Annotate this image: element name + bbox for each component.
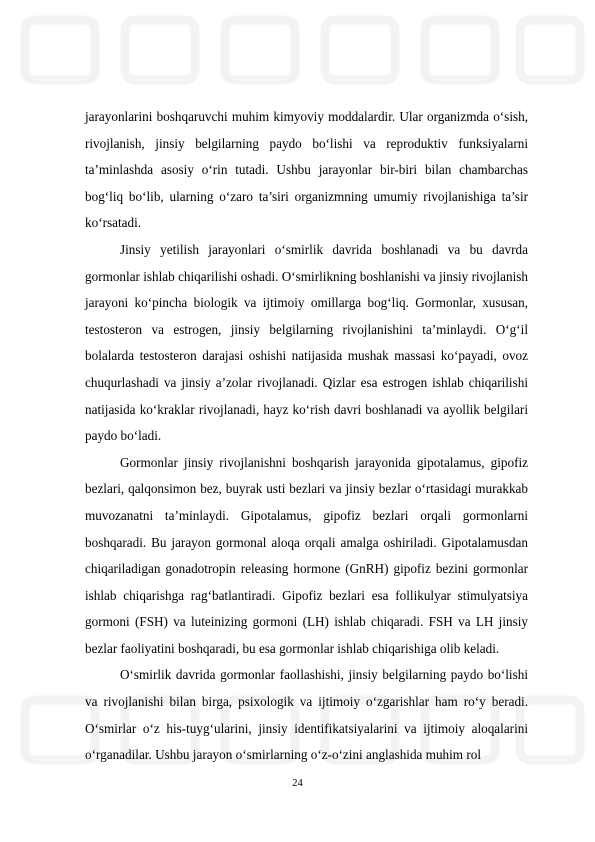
paragraph-3: Gormonlar jinsiy rivojlanishni boshqarish jarayonida gipotalamus, gipofiz bezlari, qalqonsimon bez, buyrak usti bezlari va jinsiy bezlar o‘rtasidagi murakkab muvozanatni ta’minlaydi. Gipotalamus, gipofiz bezlari orqali gormonlarni boshqaradi. Bu jarayon gormonal aloqa orqali amalga oshiriladi. Gipotalamusdan chiqariladigan gonadotropin releasing hormone (GnRH) gipofiz bezini gormonlar ishlab chiqarishga rag‘batlantiradi. Gipofiz bezlari esa follikulyar stimulyatsiya gormoni (FSH) va luteinizing gormoni (LH) ishlab chiqaradi. FSH va LH jinsiy bezlar faoliyatini boshqaradi, bu esa gormonlar ishlab chiqarishiga olib keladi.: [85, 454, 528, 656]
paragraph-1: jarayonlarini boshqaruvchi muhim kimyoviy moddalardir. Ular organizmda o‘sish, rivojlanish, jinsiy belgilarning paydo bo‘lishi va reproduktiv funksiyalarni ta’minlashda asosiy o‘rin tutadi. Ushbu jarayonlar bir-biri bilan chambarchas bog‘liq bo‘lib, ularning o‘zaro ta’siri organizmning umumiy rivojlanishiga ta’sir ko‘rsatadi.: [85, 109, 528, 231]
paragraph-4: O‘smirlik davrida gormonlar faollashishi, jinsiy belgilarning paydo bo‘lishi va rivojlanishi bilan birga, psixologik va ijtimoiy o‘zgarishlar ham ro‘y beradi. O‘smirlar o‘z his-tuyg‘ularini, jinsiy identifikatsiyalarini va ijtimoiy aloqalarini o‘rganadilar. Ushbu jarayon o‘smirlarning o‘z-o‘zini anglashida muhim rol: [85, 667, 528, 763]
document-body: [85, 104, 528, 769]
paragraph-2: Jinsiy yetilish jarayonlari o‘smirlik davrida boshlanadi va bu davrda gormonlar ishlab chiqarilishi oshadi. O‘smirlikning boshlanishi va jinsiy rivojlanish jarayoni ko‘pincha biologik va ijtimoiy omillarga bog‘liq. Gormonlar, xususan, testosteron va estrogen, jinsiy belgilarning rivojlanishini ta’minlaydi. O‘g‘il bolalarda testosteron darajasi oshishi natijasida mushak massasi ko‘payadi, ovoz chuqurlashadi va jinsiy a’zolar rivojlanadi. Qizlar esa estrogen ishlab chiqarilishi natijasida ko‘kraklar rivojlanadi, hayz ko‘rish davri boshlanadi va ayollik belgilari paydo bo‘ladi.: [85, 241, 528, 444]
page-number: 24: [292, 778, 303, 789]
